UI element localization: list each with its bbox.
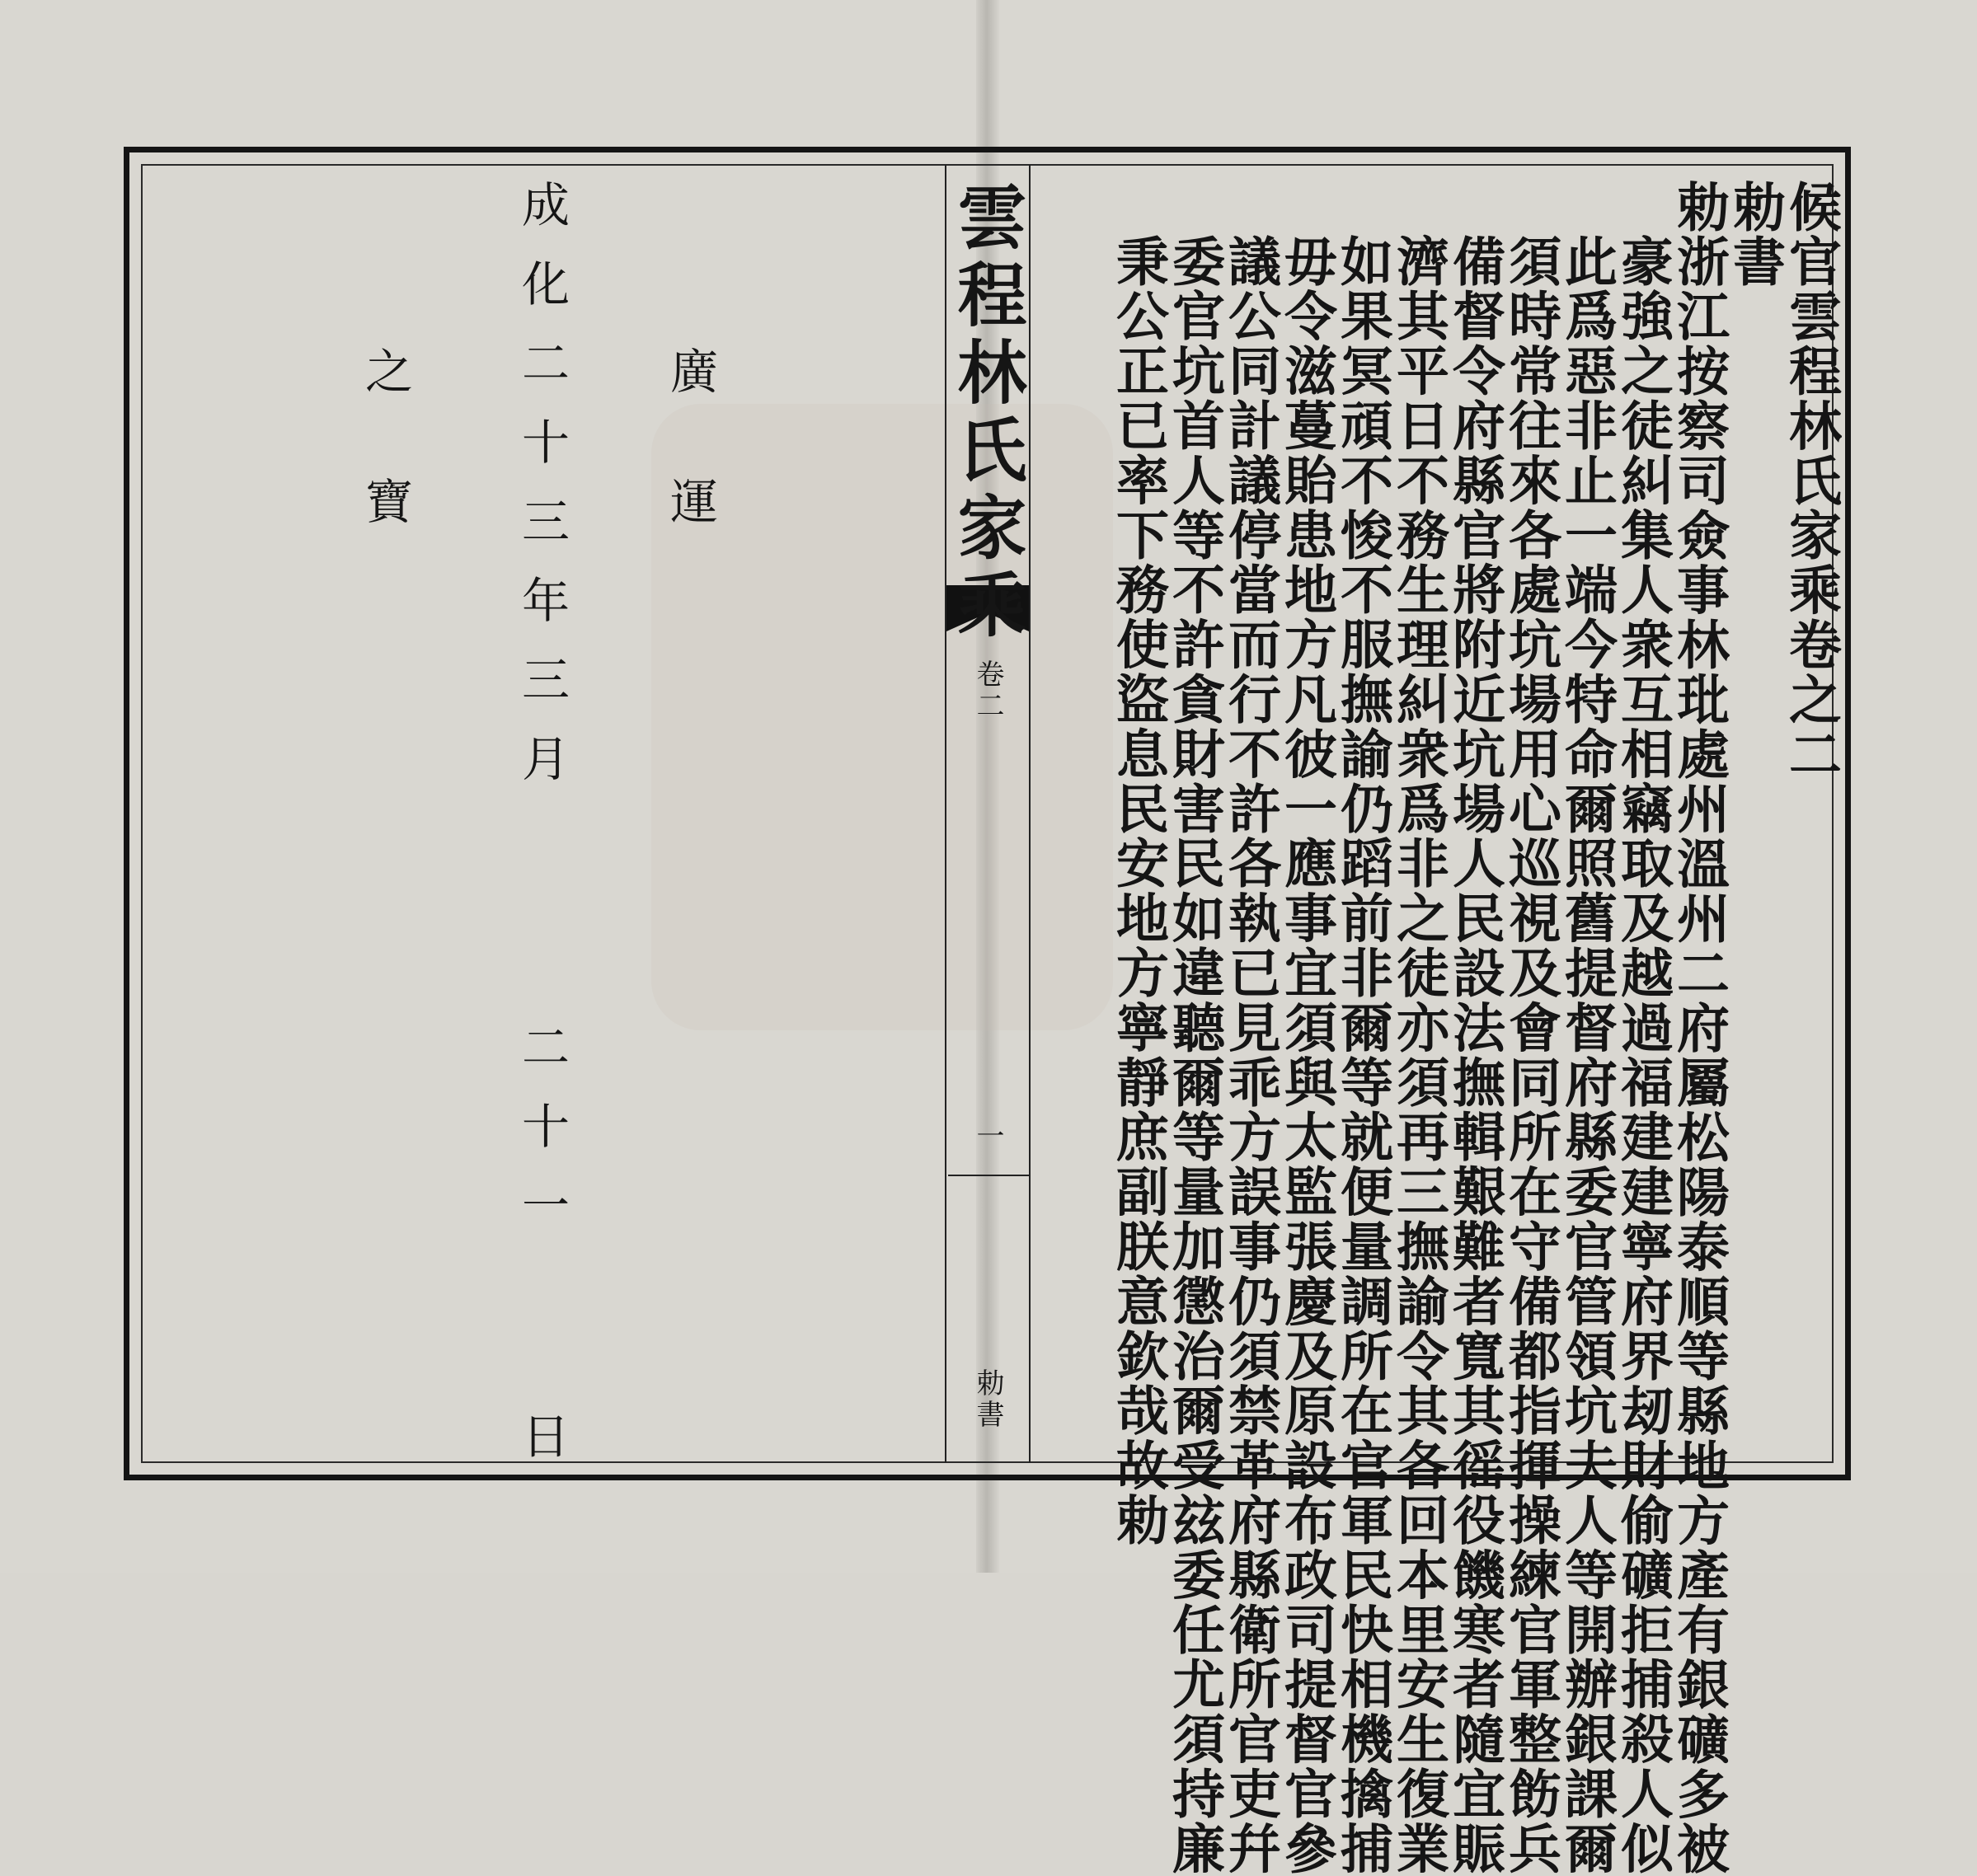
- text-column: 豪強之徒糾集人衆互相竊取及越過福建建寧府界刼財偷礦拒捕殺人似: [1612, 234, 1674, 1876]
- text-column: 此爲惡非止一端今特命爾照舊提督府縣委官管領坑夫人等開辦銀課爾: [1556, 234, 1618, 1876]
- text-column: 候官雲程林氏家乘卷之二: [1780, 180, 1842, 782]
- text-column: 如果冥頑不悛不服撫諭仍蹈前非爾等就便量調所在官軍民快相機擒捕: [1331, 234, 1393, 1876]
- spine-title: 雲程林氏家乘: [946, 181, 1028, 646]
- seal-text-right: 廣運: [662, 346, 718, 607]
- text-column: 勅浙江按察司僉事林玭處州溫州二府屬松陽泰順等縣地方產有銀礦多被: [1668, 180, 1730, 1876]
- spine-volume: 卷二: [971, 659, 1004, 722]
- spine-section: 勅書: [971, 1368, 1004, 1431]
- text-column: 備督令府縣官將附近坑場人民設法撫輯艱難者寬其徭役饑寒者隨宜賑: [1444, 234, 1505, 1876]
- text-column: 濟其平日不務生理糾衆爲非之徒亦須再三撫諭令其各回本里安生復業: [1388, 234, 1449, 1876]
- text-column: 毋令滋蔓貽患地方凡彼一應事宜須與太監張慶及原設布政司提督官參: [1275, 234, 1337, 1876]
- text-column: 議公同計議停當而行不許各執已見乖方誤事仍須禁革府縣衛所官吏幷: [1219, 234, 1281, 1876]
- text-column: 委官坑首人等不許貪財害民如違聽爾等量加懲治爾受玆委任尤須持廉: [1163, 234, 1225, 1876]
- text-column: 秉公正已率下務使盜息民安地方寧靜庶副朕意欽哉故勅: [1107, 234, 1169, 1548]
- seal-text-left: 之寶: [357, 346, 413, 607]
- text-column: 須時常往來各處坑場用心巡視及會同所在守備都指揮操練官軍整飭兵: [1500, 234, 1561, 1876]
- date-line: 成化二十三年三月: [514, 180, 570, 813]
- spine-rule: [948, 1175, 1029, 1176]
- date-suffix: 日: [514, 1411, 570, 1461]
- library-watermark: [651, 404, 1113, 1030]
- spine-page-number: 一: [971, 1121, 1004, 1152]
- date-day: 二十一: [514, 1022, 570, 1259]
- spine-right-rule: [1029, 165, 1031, 1463]
- text-column: 勅書: [1724, 180, 1786, 289]
